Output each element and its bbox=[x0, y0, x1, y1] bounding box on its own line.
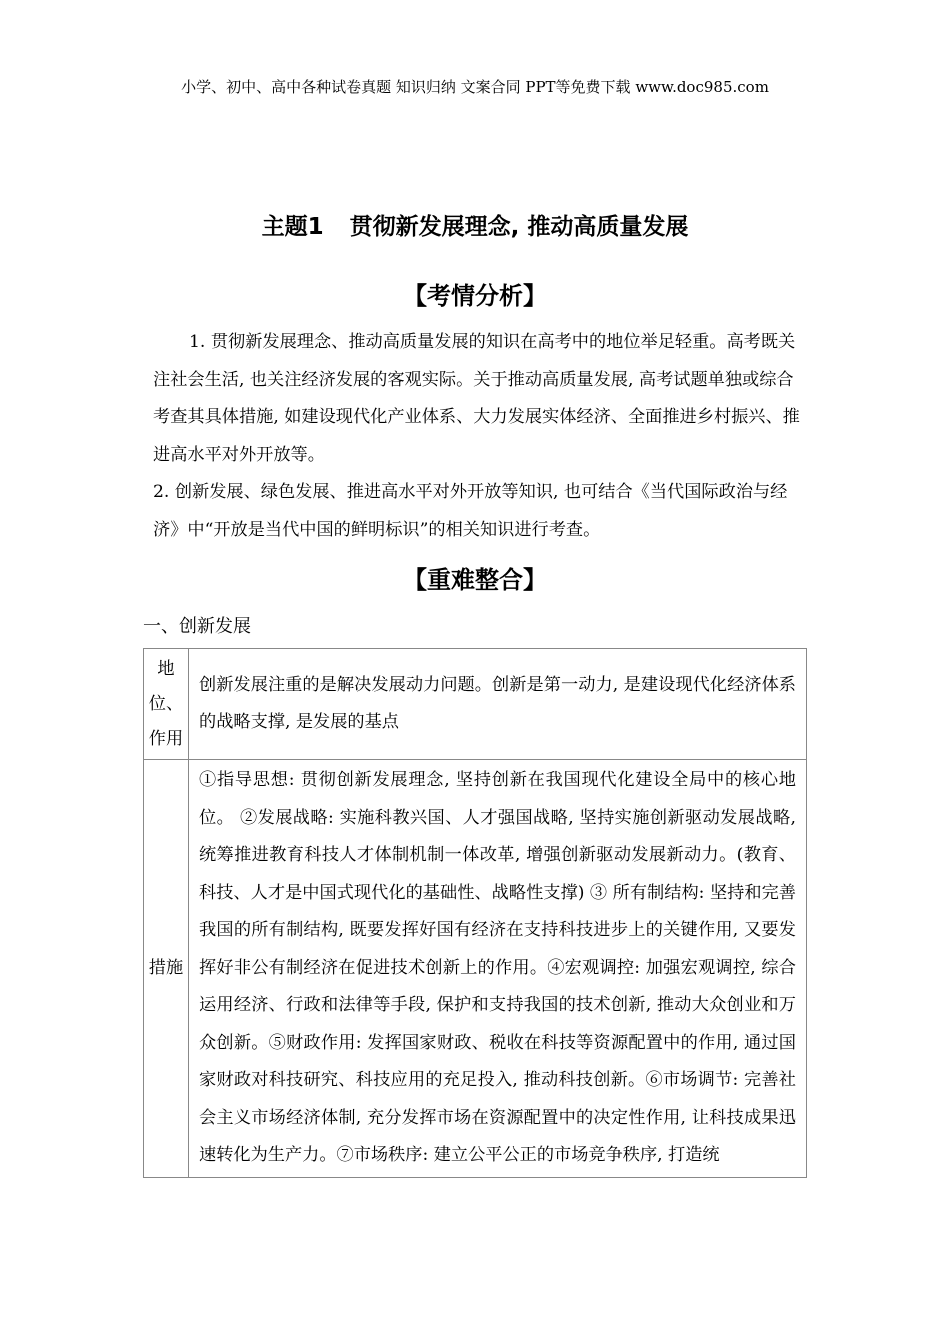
table-row bbox=[144, 760, 807, 1178]
title-label: 主题1 bbox=[261, 214, 324, 240]
section-heading-exam-analysis: 【考情分析】 bbox=[403, 282, 547, 310]
subheading-innovation: 一、创新发展 bbox=[143, 616, 251, 637]
paragraph-1: 1. 贯彻新发展理念、推动高质量发展的知识在高考中的地位举足轻重。高考既关注社会生活, 也关注经济发展的客观实际。关于推动高质量发展, 高考试题单独或综合考查其具体措施, 如建设现代化产业体系、大力发展实体经济、全面推进乡村振兴、推进高水平对外开放等。 bbox=[153, 332, 800, 465]
section-heading-key-points: 【重难整合】 bbox=[403, 566, 547, 594]
title-text: 贯彻新发展理念, 推动高质量发展 bbox=[349, 214, 689, 240]
row-label: 措施 bbox=[144, 760, 189, 1178]
innovation-table bbox=[143, 648, 807, 1178]
paragraph-2: 2. 创新发展、绿色发展、推进高水平对外开放等知识, 也可结合《当代国际政治与经济》中“开放是当代中国的鲜明标识”的相关知识进行考查。 bbox=[153, 482, 788, 540]
table-row bbox=[144, 649, 807, 760]
row-label: 地位、作用 bbox=[144, 649, 189, 760]
row-content: ①指导思想: 贯彻创新发展理念, 坚持创新在我国现代化建设全局中的核心地位。 ②发展战略: 实施科教兴国、人才强国战略, 坚持实施创新驱动发展战略, 统筹推进教育科技人才体制机制一体改革, 增强创新驱动发展新动力。(教育、科技、人才是中国式现代化的基础性、战略性支撑) ③ 所有制结构: 坚持和完善我国的所有制结构, 既要发挥好国有经济在支持科技进步上的关键作用, 又要发挥好非公有制经济在促进技术创新上的作用。④宏观调控: 加强宏观调控, 综合运用经济、行政和法律等手段, 保护和支持我国的技术创新, 推动大众创业和万众创新。⑤财政作用: 发挥国家财政、税收在科技等资源配置中的作用, 通过国家财政对科技研究、科技应用的充足投入, 推动科技创新。⑥市场调节: 完善社会主义市场经济体制, 充分发挥市场在资源配置中的决定性作用, 让科技成果迅速转化为生产力。⑦市场秩序: 建立公平公正的市场竞争秩序, 打造统 bbox=[189, 760, 807, 1178]
page-header: 小学、初中、高中各种试卷真题 知识归纳 文案合同 PPT等免费下载 www.doc985.com bbox=[181, 78, 769, 96]
page-title bbox=[0, 208, 950, 241]
row-content: 创新发展注重的是解决发展动力问题。创新是第一动力, 是建设现代化经济体系的战略支撑, 是发展的基点 bbox=[189, 649, 807, 760]
